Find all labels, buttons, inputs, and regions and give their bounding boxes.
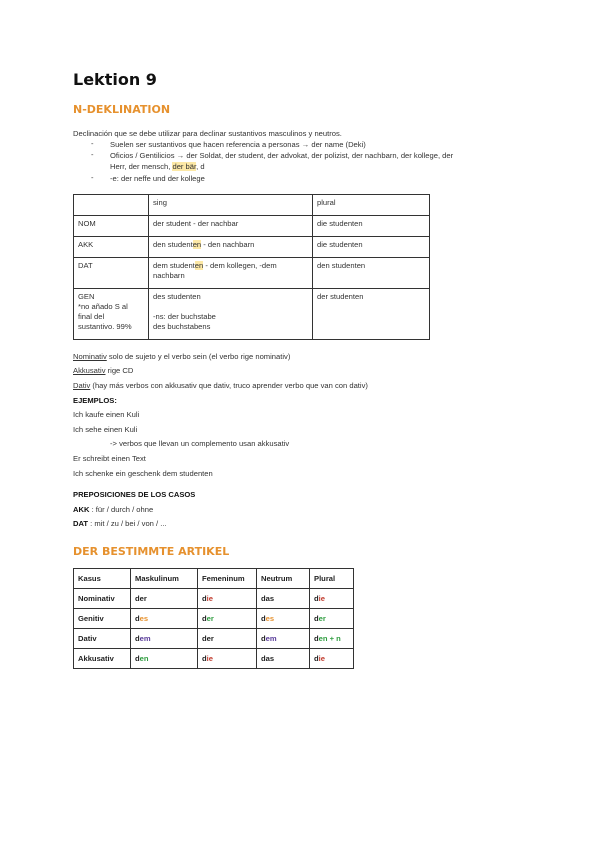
n-deklination-table bbox=[73, 194, 430, 340]
article-cell: der bbox=[198, 609, 257, 629]
plural-cell: der studenten bbox=[313, 289, 430, 340]
plural-header: Plural bbox=[310, 569, 354, 589]
article-cell: der bbox=[310, 609, 354, 629]
bullet-item-1: Suelen ser sustantivos que hacen referencia a personas → der name (Deki) bbox=[110, 140, 366, 149]
article-cell: das bbox=[257, 649, 310, 669]
section-heading-n-deklination: N-DEKLINATION bbox=[73, 103, 171, 116]
bullet-dash: - bbox=[91, 150, 94, 159]
example-4: Ich schenke ein geschenk dem studenten bbox=[73, 469, 213, 478]
article-cell: der bbox=[131, 589, 198, 609]
table-row bbox=[74, 258, 430, 289]
table-header-cell: sing bbox=[149, 195, 313, 216]
femeninum-header: Femeninum bbox=[198, 569, 257, 589]
sing-cell: der student - der nachbar bbox=[149, 216, 313, 237]
highlight: en bbox=[192, 240, 202, 249]
bullet-item-3: -e: der neffe und der kollege bbox=[110, 174, 205, 183]
article-cell: dem bbox=[131, 629, 198, 649]
article-cell: das bbox=[257, 589, 310, 609]
table-row bbox=[74, 216, 430, 237]
page-title: Lektion 9 bbox=[73, 70, 157, 89]
maskulinum-header: Maskulinum bbox=[131, 569, 198, 589]
prepositions-akk: AKK : für / durch / ohne bbox=[73, 505, 154, 514]
example-2: Ich sehe einen Kuli bbox=[73, 425, 138, 434]
example-3: Er schreibt einen Text bbox=[73, 454, 146, 463]
kasus-header: Kasus bbox=[74, 569, 131, 589]
article-cell: den bbox=[131, 649, 198, 669]
article-cell: die bbox=[310, 649, 354, 669]
plural-cell: den studenten bbox=[313, 258, 430, 289]
article-cell: die bbox=[198, 649, 257, 669]
table-header-cell bbox=[74, 195, 149, 216]
note-nominativ: Nominativ solo de sujeto y el verbo sein (el verbo rige nominativ) bbox=[73, 352, 291, 361]
example-1: Ich kaufe einen Kuli bbox=[73, 410, 140, 419]
sing-cell: dem studenten - dem kollegen, -dem nachbarn bbox=[149, 258, 313, 289]
intro-text: Declinación que se debe utilizar para declinar sustantivos masculinos y neutros. bbox=[73, 129, 342, 138]
note-dativ: Dativ (hay más verbos con akkusativ que dativ, truco aprender verbo que van con dativ) bbox=[73, 381, 368, 390]
article-cell: dem bbox=[257, 629, 310, 649]
plural-cell: die studenten bbox=[313, 216, 430, 237]
bullet-item-2: Oficios / Gentilicios → der Soldat, der student, der advokat, der polizist, der nachbarn, der kollege, der bbox=[110, 151, 454, 160]
neutrum-header: Neutrum bbox=[257, 569, 310, 589]
table-row bbox=[74, 289, 430, 340]
example-note: -> verbos que llevan un complemento usan akkusativ bbox=[110, 439, 290, 448]
prepositions-dat: DAT : mit / zu / bei / von / ... bbox=[73, 519, 167, 528]
table-header-cell: plural bbox=[313, 195, 430, 216]
case-cell: NOM bbox=[74, 216, 149, 237]
table-row bbox=[74, 629, 354, 649]
table-row bbox=[74, 237, 430, 258]
article-cell: des bbox=[131, 609, 198, 629]
section-heading-der-bestimmte-artikel: DER BESTIMMTE ARTIKEL bbox=[73, 545, 230, 558]
sing-cell: des studenten -ns: der buchstabe des buchstabens bbox=[149, 289, 313, 340]
table-header-row bbox=[74, 569, 354, 589]
highlight: en bbox=[194, 261, 204, 270]
article-cell: die bbox=[198, 589, 257, 609]
kasus-cell: Akkusativ bbox=[74, 649, 131, 669]
sing-cell: den studenten - den nachbarn bbox=[149, 237, 313, 258]
bestimmte-artikel-table bbox=[73, 568, 354, 669]
bullet-item-2-continuation: Herr, der mensch, der bär, d bbox=[110, 162, 205, 171]
kasus-cell: Genitiv bbox=[74, 609, 131, 629]
table-header-row bbox=[74, 195, 430, 216]
case-cell: GEN *no añado S al final del sustantivo. 99% bbox=[74, 289, 149, 340]
table-row bbox=[74, 649, 354, 669]
table-row bbox=[74, 589, 354, 609]
highlight: der bär bbox=[172, 162, 197, 171]
article-cell: die bbox=[310, 589, 354, 609]
article-cell: der bbox=[198, 629, 257, 649]
case-cell: AKK bbox=[74, 237, 149, 258]
prepositions-heading: PREPOSICIONES DE LOS CASOS bbox=[73, 490, 196, 499]
table-row bbox=[74, 609, 354, 629]
kasus-cell: Nominativ bbox=[74, 589, 131, 609]
plural-cell: die studenten bbox=[313, 237, 430, 258]
article-cell: des bbox=[257, 609, 310, 629]
case-cell: DAT bbox=[74, 258, 149, 289]
kasus-cell: Dativ bbox=[74, 629, 131, 649]
bullet-dash: - bbox=[91, 173, 94, 182]
article-cell: den + n bbox=[310, 629, 354, 649]
bullet-dash: - bbox=[91, 139, 94, 148]
examples-label: EJEMPLOS: bbox=[73, 396, 117, 405]
note-akkusativ: Akkusativ rige CD bbox=[73, 366, 134, 375]
